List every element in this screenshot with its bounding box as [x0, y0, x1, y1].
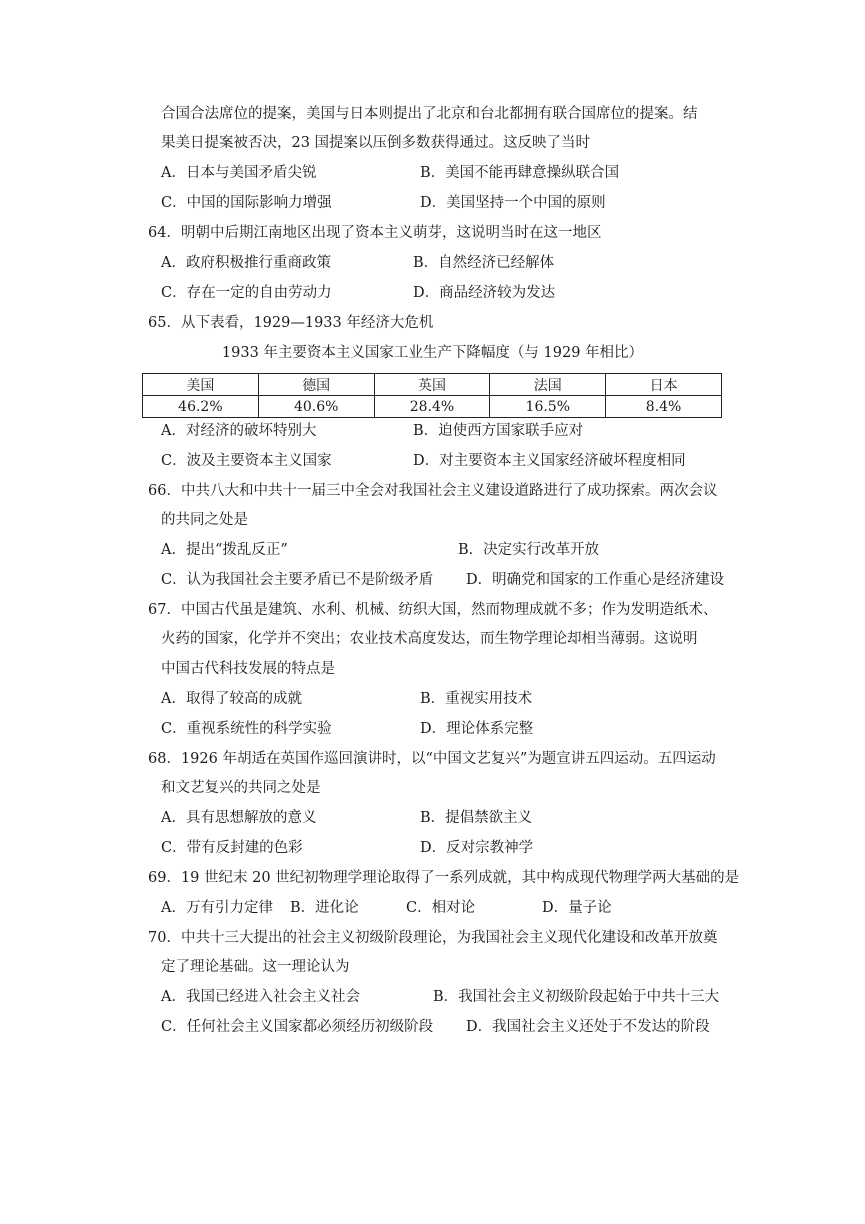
- q67-option-b: B．重视实用技术: [420, 691, 533, 707]
- q63-option-c: C．中国的国际影响力增强: [161, 195, 332, 211]
- q65-option-d: D．对主要资本主义国家经济破坏程度相同: [413, 453, 686, 469]
- table-cell: 8.4%: [606, 396, 722, 418]
- table-header-cell: 美国: [143, 374, 259, 396]
- table-header-cell: 法国: [490, 374, 606, 396]
- q70-option-a: A．我国已经进入社会主义社会: [161, 989, 360, 1005]
- table-cell: 40.6%: [258, 396, 374, 418]
- q66-option-b: B．决定实行改革开放: [458, 542, 600, 558]
- q64-option-a: A．政府积极推行重商政策: [161, 255, 331, 271]
- q70-option-b: B．我国社会主义初级阶段起始于中共十三大: [433, 989, 720, 1005]
- q67-stem-line1: 67．中国古代虽是建筑、水利、机械、纺织大国，然而物理成就不多；作为发明造纸术、: [148, 602, 718, 618]
- q68-option-a: A．具有思想解放的意义: [161, 810, 317, 826]
- q65-table-caption: 1933 年主要资本主义国家工业生产下降幅度（与 1929 年相比）: [221, 345, 644, 361]
- q70-option-d: D．我国社会主义还处于不发达的阶段: [466, 1019, 710, 1035]
- table-row: [143, 396, 722, 418]
- q67-stem-line2: 火药的国家，化学并不突出；农业技术高度发达，而生物学理论却相当薄弱。这说明: [161, 631, 698, 647]
- q64-option-b: B．自然经济已经解体: [413, 255, 555, 271]
- q69-stem: 69．19 世纪末 20 世纪初物理学理论取得了一系列成就，其中构成现代物理学两大基础的是: [148, 870, 740, 886]
- q64-option-d: D．商品经济较为发达: [413, 285, 556, 301]
- table-cell: 16.5%: [490, 396, 606, 418]
- table-header-cell: 日本: [606, 374, 722, 396]
- q66-option-d: D．明确党和国家的工作重心是经济建设: [466, 572, 725, 588]
- q67-stem-line3: 中国古代科技发展的特点是: [161, 661, 335, 677]
- q70-stem-line1: 70．中共十三大提出的社会主义初级阶段理论，为我国社会主义现代化建设和改革开放奠: [148, 930, 718, 946]
- q65-data-table: [142, 373, 722, 418]
- table-header-row: [143, 374, 722, 396]
- q64-option-c: C．存在一定的自由劳动力: [161, 285, 332, 301]
- q66-stem-line2: 的共同之处是: [161, 512, 248, 528]
- q68-option-c: C．带有反封建的色彩: [161, 840, 303, 856]
- table-header-cell: 德国: [258, 374, 374, 396]
- q65-option-b: B．迫使西方国家联手应对: [413, 423, 584, 439]
- q63-option-a: A．日本与美国矛盾尖锐: [161, 165, 317, 181]
- q65-option-a: A．对经济的破坏特别大: [161, 423, 317, 439]
- q64-stem: 64．明朝中后期江南地区出现了资本主义萌芽，这说明当时在这一地区: [148, 225, 602, 241]
- q67-option-c: C．重视系统性的科学实验: [161, 721, 332, 737]
- q67-option-a: A．取得了较高的成就: [161, 691, 302, 707]
- q69-option-b: B．进化论: [290, 900, 359, 916]
- q67-option-d: D．理论体系完整: [420, 721, 534, 737]
- q63-stem-line1: 合国合法席位的提案，美国与日本则提出了北京和台北都拥有联合国席位的提案。结: [161, 106, 698, 122]
- q66-option-a: A．提出“拨乱反正”: [161, 542, 288, 558]
- q69-option-c: C．相对论: [406, 900, 476, 916]
- q63-stem-line2: 果美日提案被否决，23 国提案以压倒多数获得通过。这反映了当时: [161, 135, 591, 151]
- q68-stem-line2: 和文艺复兴的共同之处是: [161, 780, 321, 796]
- q66-option-c: C．认为我国社会主要矛盾已不是阶级矛盾: [161, 572, 434, 588]
- q69-option-d: D．量子论: [542, 900, 612, 916]
- q70-option-c: C．任何社会主义国家都必须经历初级阶段: [161, 1019, 434, 1035]
- q65-stem: 65．从下表看，1929—1933 年经济大危机: [148, 315, 434, 331]
- q65-option-c: C．波及主要资本主义国家: [161, 453, 332, 469]
- q69-option-a: A．万有引力定律: [161, 900, 273, 916]
- q68-option-b: B．提倡禁欲主义: [420, 810, 533, 826]
- q70-stem-line2: 定了理论基础。这一理论认为: [161, 959, 350, 975]
- q63-option-b: B．美国不能再肆意操纵联合国: [420, 165, 620, 181]
- q68-option-d: D．反对宗教神学: [420, 840, 534, 856]
- q68-stem-line1: 68．1926 年胡适在英国作巡回演讲时，以“中国文艺复兴”为题宣讲五四运动。五四运动: [148, 751, 716, 767]
- q66-stem-line1: 66．中共八大和中共十一届三中全会对我国社会主义建设道路进行了成功探索。两次会议: [148, 483, 718, 499]
- table-cell: 28.4%: [374, 396, 490, 418]
- table-cell: 46.2%: [143, 396, 259, 418]
- table-header-cell: 英国: [374, 374, 490, 396]
- q63-option-d: D．美国坚持一个中国的原则: [420, 195, 606, 211]
